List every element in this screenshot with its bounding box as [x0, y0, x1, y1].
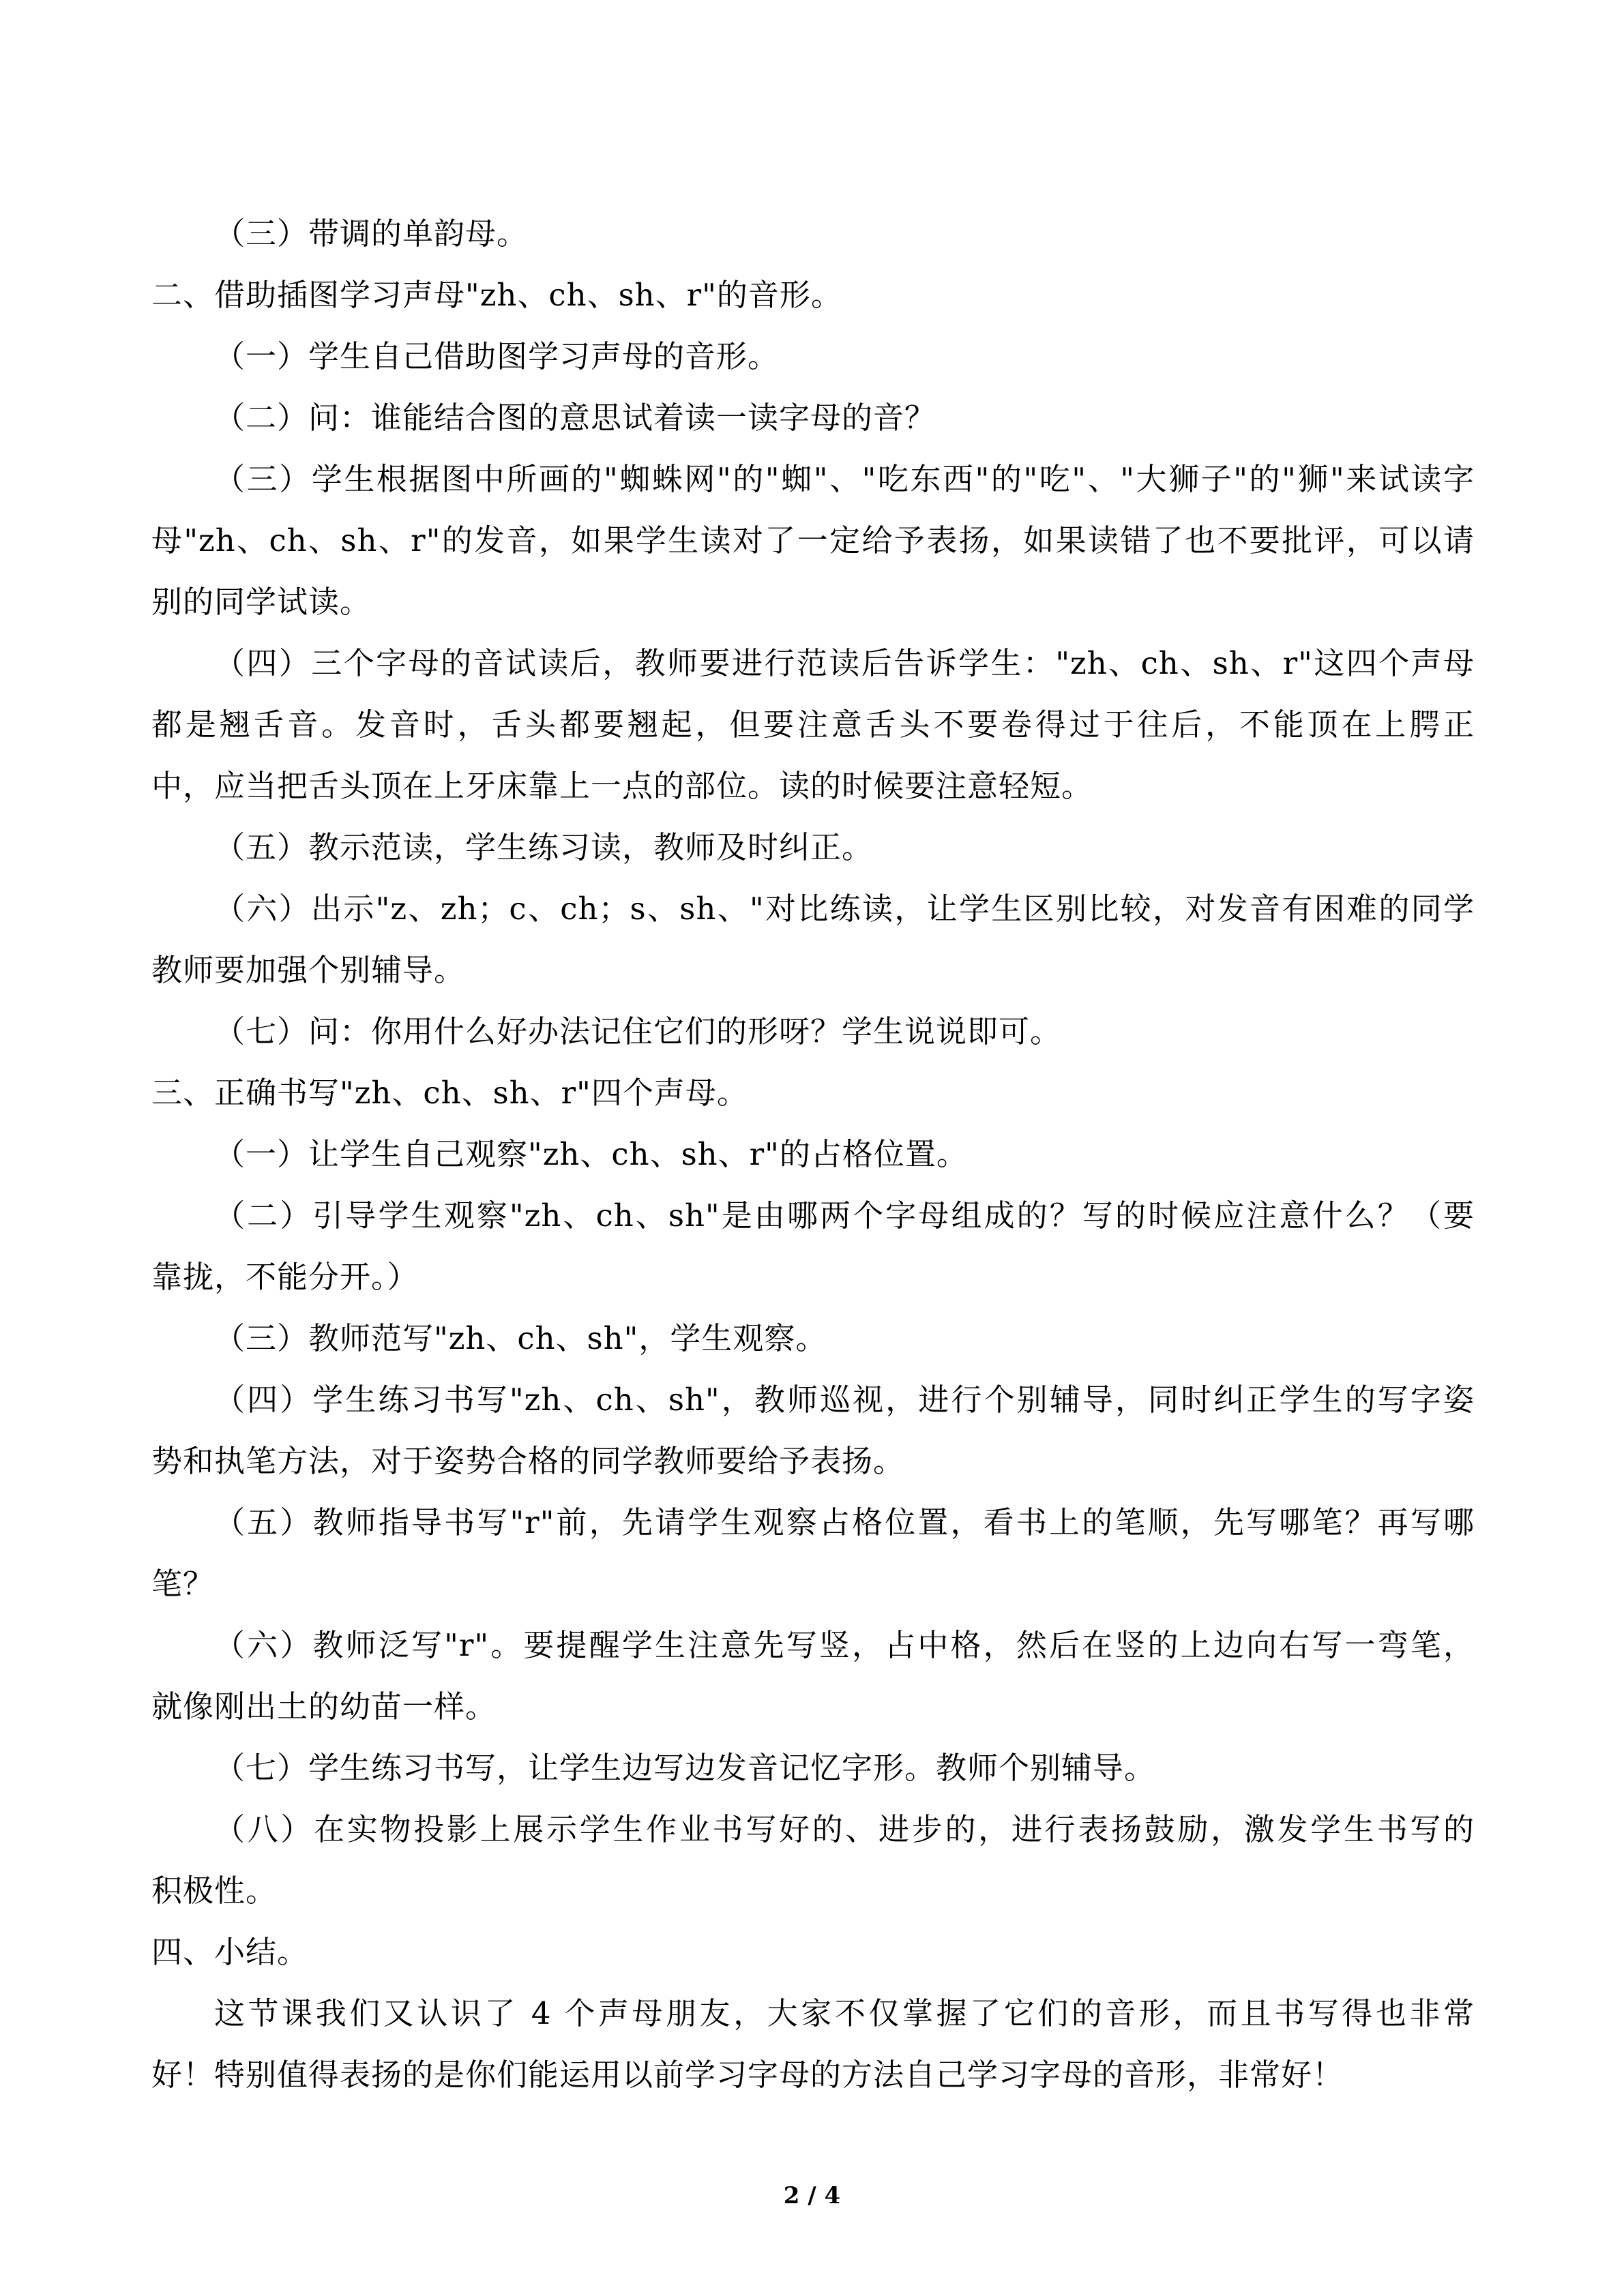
text-line: （六）出示"z、zh；c、ch；s、sh、"对比练读，让学生区别比较，对发音有困难的同学 [214, 891, 1475, 927]
text-line: 别的同学试读。 [151, 584, 372, 620]
text-line: （三）带调的单韵母。 [214, 215, 529, 252]
text-line: （二）问：谁能结合图的意思试着读一读字母的音？ [214, 400, 936, 436]
text-line: （五）教示范读，学生练习读，教师及时纠正。 [214, 829, 874, 865]
text-line: 笔？ [151, 1566, 215, 1602]
text-line: （三）学生根据图中所画的"蜘蛛网"的"蜘"、"吃东西"的"吃"、"大狮子"的"狮"来试读字 [214, 461, 1475, 497]
text-line: （七）问：你用什么好办法记住它们的形呀？学生说说即可。 [214, 1013, 1062, 1049]
text-line: （六）教师泛写"r"。要提醒学生注意先写竖，占中格，然后在竖的上边向右写一弯笔， [214, 1627, 1475, 1663]
text-line: 都是翘舌音。发音时，舌头都要翘起，但要注意舌头不要卷得过于往后，不能顶在上腭正 [151, 706, 1475, 743]
document-body [151, 203, 1475, 2106]
text-line: （五）教师指导书写"r"前，先请学生观察占格位置，看书上的笔顺，先写哪笔？再写哪 [214, 1504, 1475, 1540]
text-line: 靠拢，不能分开。） [151, 1259, 419, 1295]
text-line: （四）三个字母的音试读后，教师要进行范读后告诉学生："zh、ch、sh、r"这四个声母 [214, 645, 1475, 681]
text-line: 教师要加强个别辅导。 [151, 952, 466, 988]
text-line: 好！特别值得表扬的是你们能运用以前学习字母的方法自己学习字母的音形，非常好！ [151, 2057, 1344, 2093]
text-line: （三）教师范写"zh、ch、sh"，学生观察。 [214, 1320, 827, 1356]
text-line: 二、借助插图学习声母"zh、ch、sh、r"的音形。 [151, 277, 842, 313]
text-line: （八）在实物投影上展示学生作业书写好的、进步的，进行表扬鼓励，激发学生书写的 [214, 1811, 1475, 1847]
page-number: 2 / 4 [783, 2182, 841, 2209]
text-line: 这节课我们又认识了 4 个声母朋友，大家不仅掌握了它们的音形，而且书写得也非常 [214, 1995, 1475, 2031]
text-line: 中，应当把舌头顶在上牙床靠上一点的部位。读的时候要注意轻短。 [151, 768, 1093, 804]
text-line: （一）学生自己借助图学习声母的音形。 [214, 338, 780, 374]
text-line: （四）学生练习书写"zh、ch、sh"，教师巡视，进行个别辅导，同时纠正学生的写字姿 [214, 1382, 1475, 1418]
text-line: （二）引导学生观察"zh、ch、sh"是由哪两个字母组成的？写的时候应注意什么？（要 [214, 1197, 1475, 1234]
text-line: 三、正确书写"zh、ch、sh、r"四个声母。 [151, 1075, 748, 1111]
text-line: 母"zh、ch、sh、r"的发音，如果学生读对了一定给予表扬，如果读错了也不要批评，可以请 [151, 522, 1475, 558]
text-line: （七）学生练习书写，让学生边写边发音记忆字形。教师个别辅导。 [214, 1750, 1156, 1786]
text-line: 积极性。 [151, 1873, 278, 1909]
text-line: （一）让学生自己观察"zh、ch、sh、r"的占格位置。 [214, 1136, 968, 1172]
text-line: 四、小结。 [151, 1934, 309, 1970]
text-line: 势和执笔方法，对于姿势合格的同学教师要给予表扬。 [151, 1443, 905, 1479]
text-line: 就像刚出土的幼苗一样。 [151, 1688, 497, 1725]
